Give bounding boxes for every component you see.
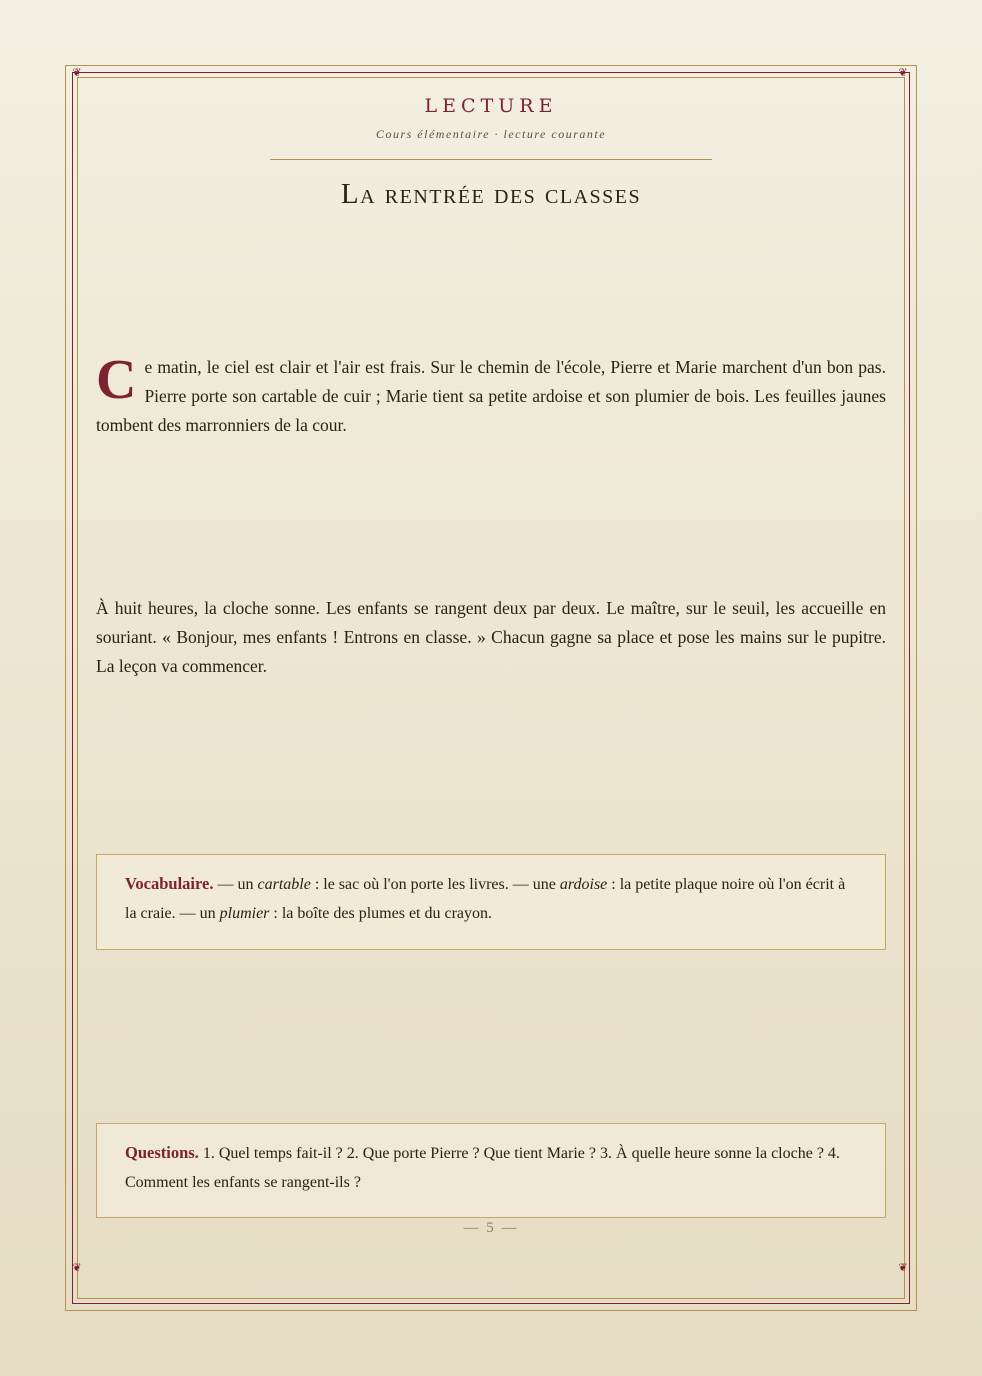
vocab-lead: — un (213, 876, 258, 893)
drop-cap: C (96, 349, 137, 411)
header-divider (270, 159, 712, 160)
corner-ornament-icon: ❦ (72, 66, 82, 79)
vocab-definition: : la petite plaque noire où l'on écrit à la craie. (125, 876, 846, 922)
reading-paragraph-1 (96, 349, 886, 440)
vocab-lead: — une (508, 876, 560, 893)
questions-text: 1. Quel temps fait-il ? 2. Que porte Pierre ? Que tient Marie ? 3. À quelle heure sonne la cloche ? 4. Comment les enfants se rangent-ils ? (125, 1145, 840, 1191)
vocab-lead: — un (175, 905, 220, 922)
page-title: La rentrée des classes (340, 178, 642, 210)
questions-label: Questions. (125, 1143, 199, 1162)
vocab-definition: : la boîte des plumes et du crayon. (269, 905, 493, 922)
vocabulary-box (96, 854, 886, 950)
page-frame-inner (77, 77, 905, 1299)
vocab-definition: : le sac où l'on porte les livres. (310, 876, 509, 893)
vocabulary-label: Vocabulaire. (125, 874, 214, 893)
section-kicker: LECTURE (424, 95, 558, 117)
vocab-word: cartable (257, 876, 311, 893)
corner-ornament-icon: ❦ (898, 66, 908, 79)
reading-paragraph-2: À huit heures, la cloche sonne. Les enfants se rangent deux par deux. Le maître, sur le seuil, les accueille en souriant. « Bonjour, mes enfants ! Entrons en classe. » Chacun gagne sa place et pose les mains sur le pupitre. La leçon va commencer. (96, 598, 886, 676)
paragraph-1-text: e matin, le ciel est clair et l'air est frais. Sur le chemin de l'école, Pierre et Marie marchent d'un bon pas. Pierre porte son cartable de cuir ; Marie tient sa petite ardoise et son plumier de bois. Les feuilles jaunes tombent des marronniers de la cour. (96, 357, 886, 435)
vocab-word: plumier (219, 905, 270, 922)
section-subtitle: Cours élémentaire · lecture courante (375, 127, 607, 141)
page-number: — 5 — (463, 1220, 519, 1236)
corner-ornament-icon: ❦ (72, 1261, 82, 1274)
corner-ornament-icon: ❦ (898, 1261, 908, 1274)
vocab-word: ardoise (559, 876, 608, 893)
questions-box (96, 1123, 886, 1218)
